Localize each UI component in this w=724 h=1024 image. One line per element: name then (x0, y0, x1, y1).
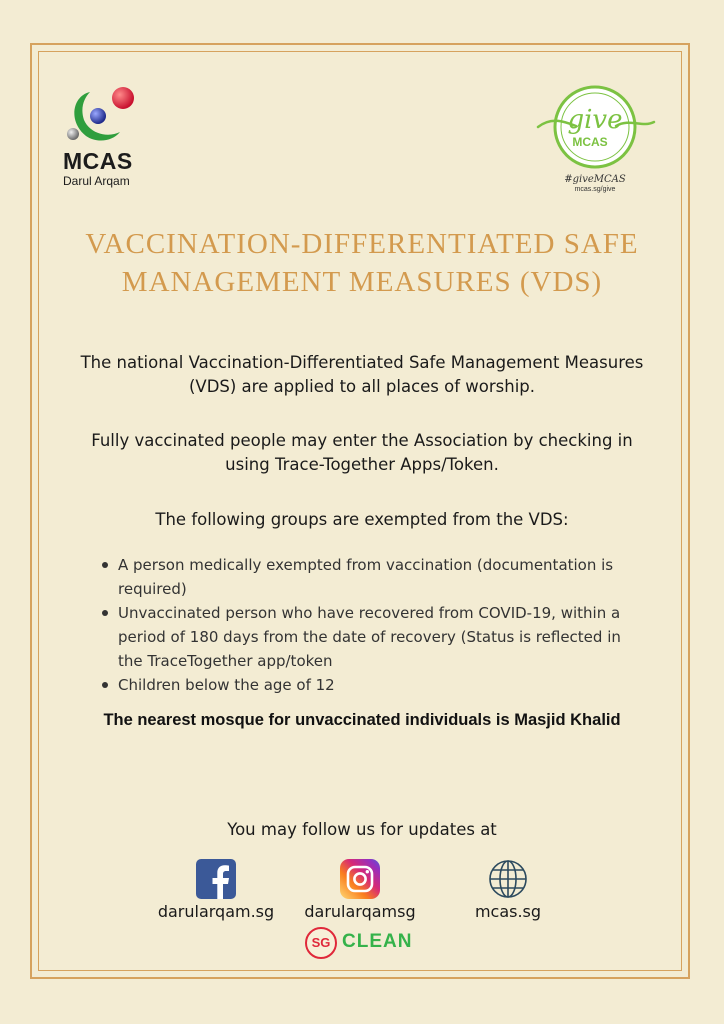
exemption-1-line-2: required) (118, 580, 187, 598)
p1-line-1: The national Vaccination-Differentiated Safe Management Measures (80, 353, 644, 372)
title-line-2: MANAGEMENT MEASURES (VDS) (121, 266, 603, 298)
list-item (96, 601, 656, 673)
nearest-mosque-note: The nearest mosque for unvaccinated individuals is Masjid Khalid (103, 711, 621, 729)
bullet-icon (102, 610, 108, 616)
clean-word: CLEAN (342, 931, 413, 952)
exemption-list (96, 553, 656, 697)
give-url: mcas.sg/give (574, 186, 616, 193)
exemption-2-line-2: period of 180 days from the date of recovery (Status is reflected in (118, 628, 621, 646)
vds-applies-paragraph (50, 351, 674, 399)
facebook-handle[interactable]: darularqam.sg (157, 902, 275, 921)
mcas-logo (60, 82, 170, 192)
p2-line-1: Fully vaccinated people may enter the Association by checking in (91, 431, 633, 450)
follow-us-text: You may follow us for updates at (227, 820, 497, 839)
give-mcas-emblem-icon (532, 82, 662, 174)
list-item (96, 553, 656, 601)
p1-line-2: (VDS) are applied to all places of worship. (188, 377, 536, 396)
globe-icon[interactable] (488, 859, 528, 899)
sg-badge-icon: SG (305, 927, 337, 959)
bullet-icon (102, 682, 108, 688)
title-line-1: VACCINATION-DIFFERENTIATED SAFE (85, 228, 639, 260)
exemption-2-line-1: Unvaccinated person who have recovered from COVID-19, within a (118, 604, 621, 622)
list-item (96, 673, 656, 697)
exemption-1-line-1: A person medically exempted from vaccination (documentation is (118, 556, 614, 574)
p2-line-2: using Trace-Together Apps/Token. (225, 455, 499, 474)
mcas-logo-name: MCAS (63, 148, 133, 174)
facebook-link[interactable] (136, 859, 296, 921)
give-mcas-logo (532, 82, 662, 202)
mcas-logo-subtitle: Darul Arqam (63, 174, 130, 188)
give-word: give (567, 105, 623, 135)
exemption-2-line-3: the TraceTogether app/token (118, 652, 333, 670)
bullet-icon (102, 562, 108, 568)
instagram-handle[interactable]: darularqamsg (304, 902, 416, 921)
sg-clean-logo (305, 925, 425, 963)
mcas-emblem-icon (60, 82, 150, 148)
give-org: MCAS (572, 135, 608, 149)
instagram-link[interactable] (280, 859, 440, 921)
website-link[interactable] (428, 859, 588, 921)
exemption-3-line-1: Children below the age of 12 (118, 676, 335, 694)
website-url[interactable]: mcas.sg (474, 902, 542, 921)
give-hashtag: #giveMCAS (564, 174, 626, 185)
exempted-intro: The following groups are exempted from the VDS: (155, 510, 569, 529)
facebook-icon[interactable] (196, 859, 236, 899)
page-title (50, 225, 674, 301)
instagram-icon[interactable] (340, 859, 380, 899)
entry-checkin-paragraph (50, 429, 674, 477)
